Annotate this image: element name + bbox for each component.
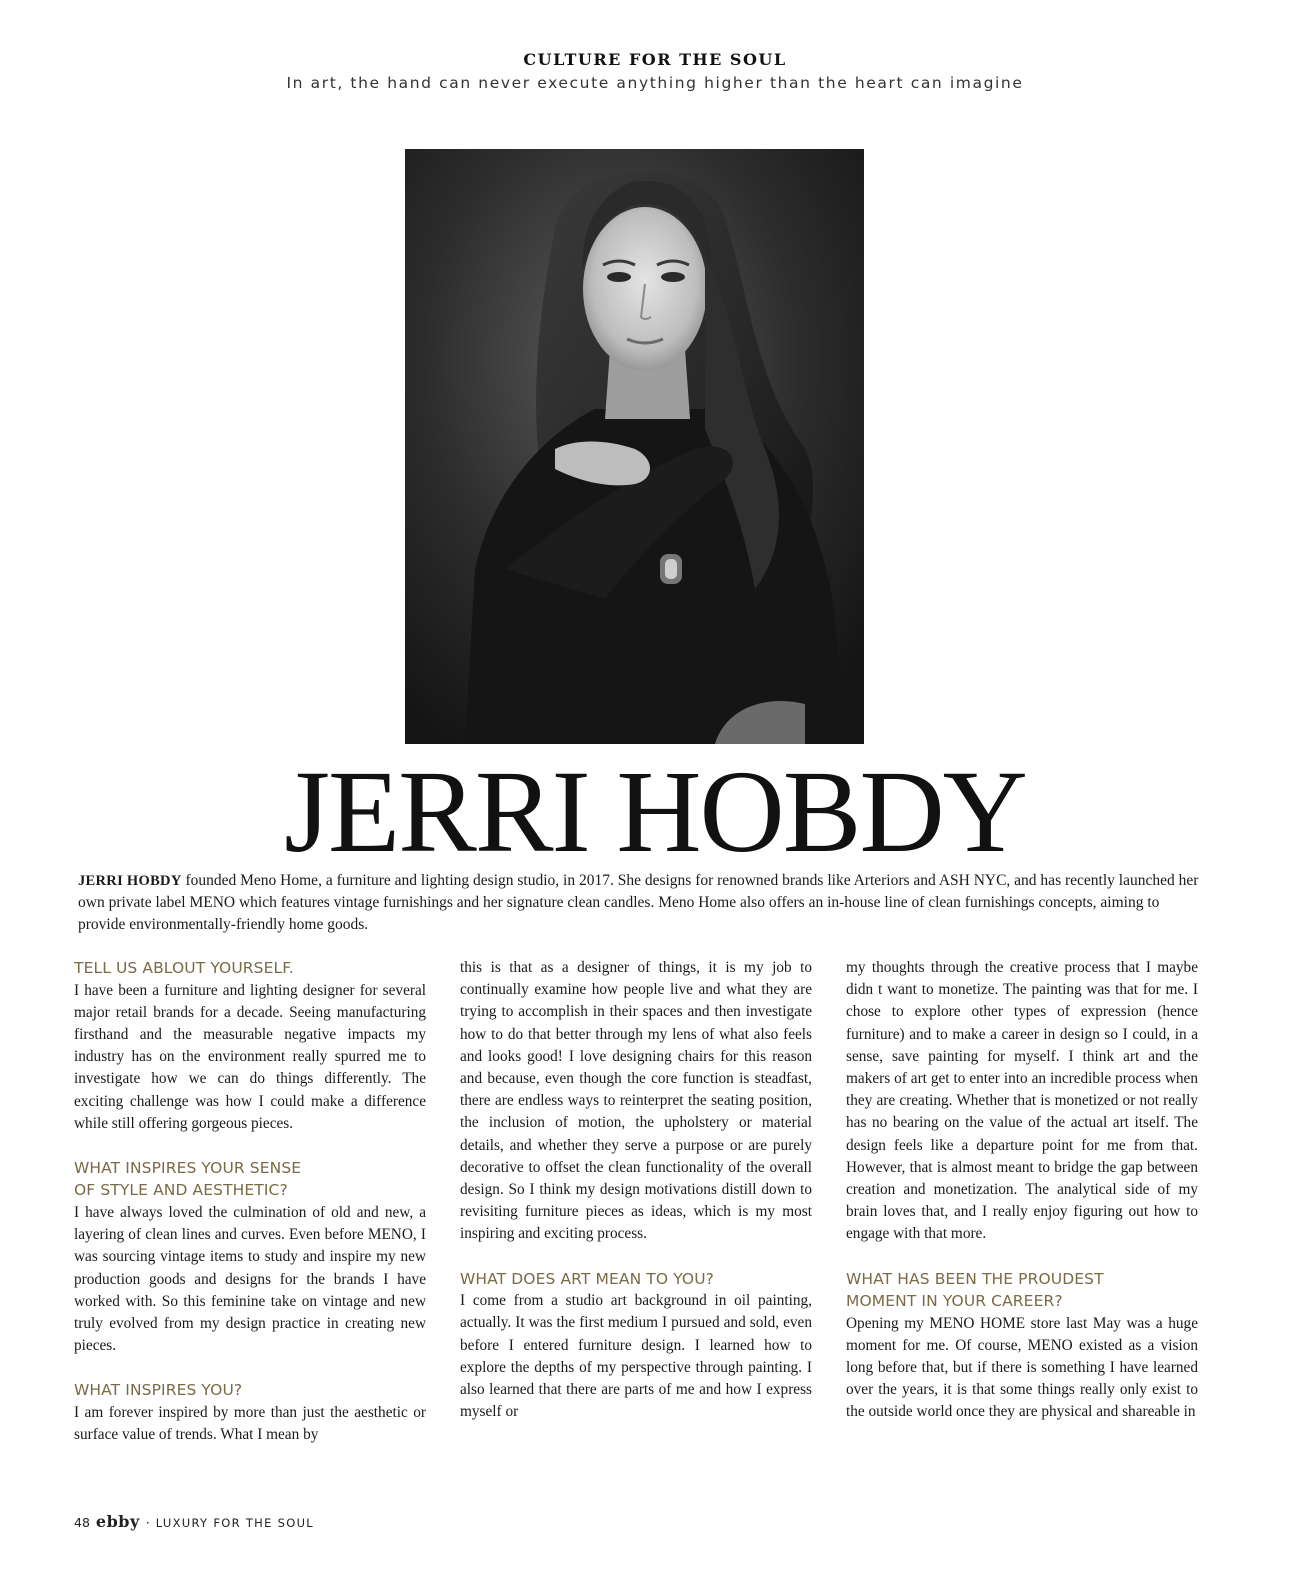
article-title: JERRI HOBDY <box>284 746 1026 877</box>
answer-paragraph: Opening my MENO HOME store last May was a huge moment for me. Of course, MENO existed as a vision long before that, but if there is something I have learned over the years, it is that some things really only exist to the outside world once they are physical and shareable in <box>846 1314 1198 1421</box>
section-tagline: In art, the hand can never execute anything higher than the heart can imagine <box>286 74 1024 92</box>
page-number: 48 <box>74 1515 90 1530</box>
column-1 <box>74 957 426 1446</box>
intro-paragraph <box>78 870 1203 936</box>
section-kicker: CULTURE FOR THE SOUL <box>523 50 787 69</box>
portrait-photo <box>405 149 864 744</box>
answer-paragraph: I am forever inspired by more than just the aesthetic or surface value of trends. What I mean by <box>74 1403 426 1444</box>
question-line: OF STYLE AND AESTHETIC? <box>74 1181 288 1200</box>
column-2 <box>460 957 812 1423</box>
question-line: WHAT INSPIRES YOUR SENSE <box>74 1158 302 1177</box>
question-heading: WHAT INSPIRES YOU? <box>74 1381 243 1400</box>
answer-paragraph: my thoughts through the creative process that I maybe didn t want to monetize. The painting was that for me. I chose to explore other types of expression (hence furniture) and to make a career in design so I could, in a sense, save painting for myself. I think art and the makers of art get to enter into an incredible process when they are creating. Whether that is monetized or not really has no bearing on the value of the actual art itself. The design feels like a departure point for me from that. However, that is almost meant to bridge the gap between creation and monetization. The analytical side of my brain loves that, and I really enjoy figuring out how to engage with that more. <box>846 959 1198 1243</box>
footer-separator: · <box>145 1515 150 1530</box>
question-heading <box>846 1268 1198 1313</box>
answer-paragraph: I have always loved the culmination of old and new, a layering of clean lines and curves. Even before MENO, I was sourcing vintage items to study and inspire my new production goods and designs for the brands I have worked with. So this feminine take on vintage and new truly evolved from my design practice in creating new pieces. <box>74 1203 426 1355</box>
intro-text: founded Meno Home, a furniture and lighting design studio, in 2017. She designs for renowned brands like Arteriors and ASH NYC, and has recently launched her own private label MENO which features vintage furnishings and her signature clean candles. Meno Home also offers an in-house line of clean furnishings concepts, aiming to provide environmentally-friendly home goods. <box>78 872 1199 933</box>
question-heading <box>74 1157 426 1202</box>
answer-paragraph: this is that as a designer of things, it is my job to continually examine how people live and what they are trying to accomplish in their spaces and then investigate how to do that better through my lens of what also feels and looks good! I love designing chairs for this reason and because, even though the core function is steadfast, there are endless ways to reinterpret the seating position, the inclusion of motion, the upholstery or material details, and whether they serve a purpose or are purely decorative to offset the clean functionality of the overall design. So I think my design motivations distill down to revisiting furniture pieces as ideas, which is my most inspiring and exciting process. <box>460 959 812 1243</box>
question-heading: WHAT DOES ART MEAN TO YOU? <box>460 1269 714 1288</box>
question-heading: TELL US ABLOUT YOURSELF. <box>74 959 294 977</box>
answer-paragraph: I have been a furniture and lighting designer for several major retail brands for a decade. Seeing manufacturing firsthand and the measurable negative impacts my industry has on the environment really spurred me to investigate how we can do things differently. The exciting challenge was how I could make a difference while still offering gorgeous pieces. <box>74 981 426 1132</box>
page-footer <box>74 1512 314 1531</box>
footer-tagline: LUXURY FOR THE SOUL <box>155 1516 315 1530</box>
answer-paragraph: I come from a studio art background in oil painting, actually. It was the first medium I pursued and sold, even before I entered furniture design. I learned how to explore the depths of my perspective through painting. I also learned that there are parts of me and how I express myself or <box>460 1292 812 1421</box>
question-line: WHAT HAS BEEN THE PROUDEST <box>846 1269 1104 1288</box>
magazine-logo: ebby <box>95 1512 140 1531</box>
intro-lead-name: JERRI HOBDY <box>78 873 182 889</box>
question-line: MOMENT IN YOUR CAREER? <box>846 1292 1063 1311</box>
column-3 <box>846 957 1198 1424</box>
